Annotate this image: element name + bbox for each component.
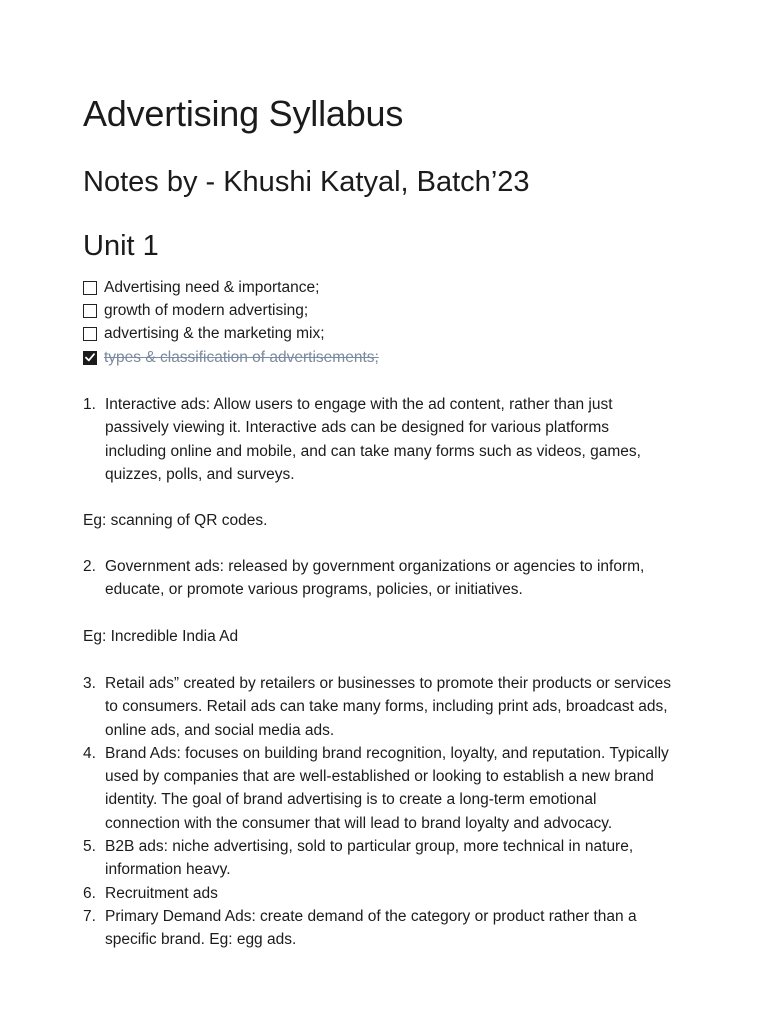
- checkbox[interactable]: [83, 304, 97, 318]
- list-item: [83, 393, 673, 486]
- list-number: 7.: [83, 907, 96, 925]
- example-text: Eg: Incredible India Ad: [83, 628, 239, 645]
- list-item-text: B2B ads: niche advertising, sold to particular group, more technical in nature, information heavy.: [105, 838, 634, 879]
- list-item: [83, 835, 673, 882]
- checkbox-checked[interactable]: [83, 351, 97, 365]
- list-item-text: Primary Demand Ads: create demand of the category or product rather than a specific brand. Eg: egg ads.: [105, 907, 637, 949]
- unit-heading: Unit 1: [83, 230, 159, 262]
- list-item-text: Retail ads” created by retailers or businesses to promote their products or services to consumers. Retail ads can take many forms, including print ads, broadcast ads, online ads, and social media ads.: [105, 675, 671, 739]
- list-number: 2.: [83, 558, 96, 575]
- list-number: 4.: [83, 744, 96, 762]
- document-title: Advertising Syllabus: [83, 93, 404, 134]
- checkbox[interactable]: [83, 327, 97, 341]
- checklist-item: [83, 276, 379, 299]
- checklist-item-label: advertising & the marketing mix;: [104, 325, 325, 343]
- ad-types-list: [83, 393, 673, 486]
- example-text: Eg: scanning of QR codes.: [83, 512, 268, 529]
- checkmark-icon: [85, 353, 95, 362]
- list-item: [83, 905, 673, 952]
- list-item-text: Recruitment ads: [105, 884, 218, 902]
- list-item-text: Brand Ads: focuses on building brand recognition, loyalty, and reputation. Typically used by companies that are well-established or looking to establish a new brand identity. The goal of brand advertising is to create a long-term emotional connection with the consumer that will lead to brand loyalty and advocacy.: [105, 744, 669, 832]
- list-item: [83, 672, 673, 742]
- checklist-item: [83, 346, 379, 369]
- list-item: [83, 742, 673, 835]
- checklist-item-label: Advertising need & importance;: [104, 278, 320, 296]
- list-number: 6.: [83, 884, 96, 902]
- ad-types-list: [83, 672, 673, 952]
- checklist-item-label: growth of modern advertising;: [104, 301, 309, 319]
- list-item-text: Government ads: released by government organizations or agencies to inform, educate, or promote various programs, policies, or initiatives.: [105, 558, 645, 599]
- checklist-item-label: types & classification of advertisements;: [104, 348, 379, 366]
- document-subtitle: Notes by - Khushi Katyal, Batch’23: [83, 166, 530, 198]
- list-number: 5.: [83, 838, 96, 856]
- checklist-item: [83, 323, 379, 346]
- checkbox[interactable]: [83, 281, 97, 295]
- list-item: [83, 555, 673, 602]
- list-number: 1.: [83, 396, 96, 413]
- ad-types-list: [83, 555, 673, 602]
- list-item: [83, 882, 673, 905]
- list-item-text: Interactive ads: Allow users to engage with the ad content, rather than just passively viewing it. Interactive ads can be designed for various platforms including online and mobile, and can take many forms such as videos, games, quizzes, polls, and surveys.: [105, 396, 641, 483]
- checklist-item: [83, 299, 379, 322]
- list-number: 3.: [83, 675, 96, 692]
- topic-checklist: [83, 276, 379, 369]
